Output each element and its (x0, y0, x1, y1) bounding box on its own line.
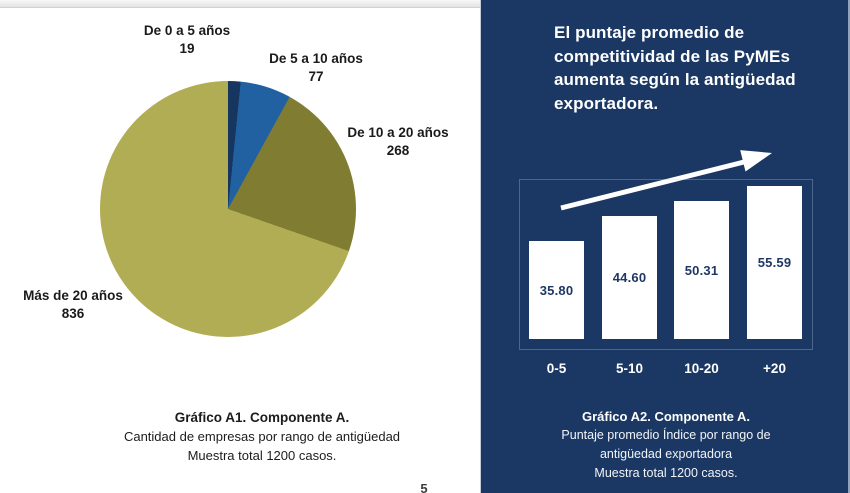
bar-value: 50.31 (684, 262, 719, 278)
pie-chart (100, 81, 356, 337)
bar-chart-panel (480, 0, 850, 493)
bar-value: 55.59 (757, 255, 792, 270)
pie-slice-label-0-5 (144, 22, 230, 58)
x-axis-label: +20 (763, 361, 786, 376)
caption-line: antigüedad exportadora (599, 447, 733, 461)
pie-slice-category: De 0 a 5 años (143, 23, 231, 38)
bar-value: 44.60 (612, 270, 647, 285)
caption-title: Gráfico A2. Componente A. (581, 409, 751, 424)
heading-line: competitividad de las PyMEs (554, 46, 791, 66)
caption-line: Puntaje promedio Índice por rango de (561, 428, 771, 442)
top-edge-strip (0, 0, 480, 8)
pie-slice-category: De 10 a 20 años (347, 125, 449, 140)
pie-slice-value: 268 (386, 143, 410, 158)
pie-slice-category: Más de 20 años (23, 288, 123, 303)
heading-line: El puntaje promedio de (554, 23, 745, 42)
bar-mas-20 (747, 186, 802, 339)
caption-line: Muestra total 1200 casos. (187, 448, 337, 463)
caption-line: Cantidad de empresas por rango de antigüedad (123, 429, 401, 444)
heading-line: exportadora. (554, 93, 659, 113)
x-axis-label: 10-20 (684, 361, 719, 376)
caption-title: Gráfico A1. Componente A. (174, 410, 350, 425)
x-axis-label: 0-5 (546, 361, 567, 376)
pie-slice-label-mas-20 (23, 287, 123, 323)
pie-slice-value: 836 (61, 306, 85, 321)
caption-line: Muestra total 1200 casos. (594, 466, 738, 480)
page-number: 5 (420, 481, 428, 493)
x-axis-label: 5-10 (615, 361, 644, 376)
bar-0-5 (529, 241, 584, 339)
bar-10-20 (674, 201, 729, 339)
pie-slice-value: 19 (179, 41, 195, 56)
pie-slice-label-5-10 (269, 50, 363, 86)
pie-chart-caption (12, 408, 480, 465)
bar-value: 35.80 (539, 282, 574, 298)
pie-slice-value: 77 (308, 69, 324, 84)
bar-chart-caption (481, 407, 850, 483)
panel-heading (554, 21, 814, 115)
pie-slice-label-10-20 (347, 124, 448, 160)
heading-line: aumenta según la antigüedad (554, 70, 796, 89)
pie-slice-category: De 5 a 10 años (269, 51, 363, 66)
bar-5-10 (602, 216, 657, 339)
